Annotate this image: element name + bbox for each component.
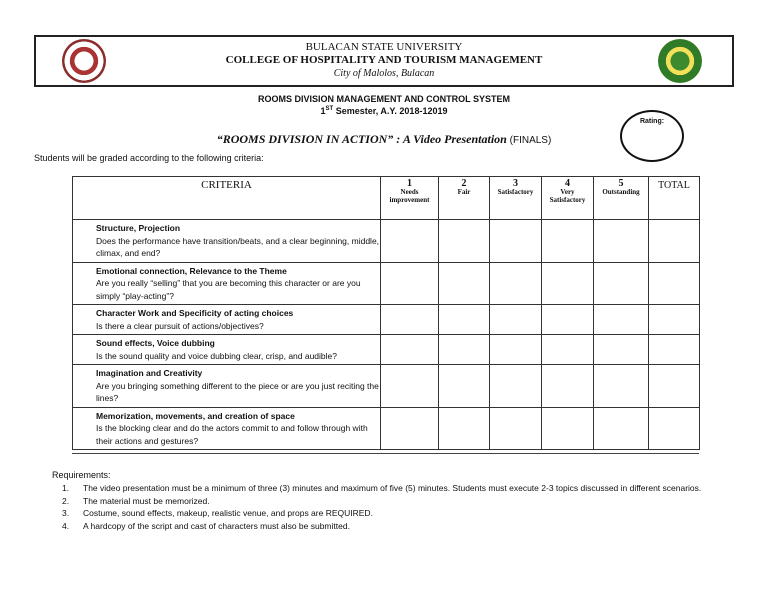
list-number: 2. bbox=[62, 495, 70, 506]
criterion-description: Are you bringing something different to the piece or are you just reciting the lines? bbox=[96, 380, 379, 403]
list-item bbox=[62, 520, 722, 533]
score-cell[interactable] bbox=[490, 335, 542, 365]
criterion-description: Are you really “selling” that you are becoming this character or are you simply “play-acting”? bbox=[96, 278, 361, 301]
score-cell[interactable] bbox=[594, 220, 649, 263]
criteria-header: CRITERIA bbox=[73, 177, 381, 220]
scale-label: Outstanding bbox=[602, 188, 640, 196]
scale-number: 2 bbox=[461, 178, 467, 189]
scale-header-3 bbox=[490, 177, 542, 220]
criterion-title: Memorization, movements, and creation of space bbox=[96, 410, 295, 421]
criterion-title: Imagination and Creativity bbox=[96, 368, 203, 378]
criterion-cell bbox=[73, 365, 381, 408]
letterhead bbox=[34, 35, 734, 87]
score-cell[interactable] bbox=[542, 335, 594, 365]
divider-line bbox=[72, 453, 699, 454]
total-header: TOTAL bbox=[649, 177, 700, 220]
criterion-cell bbox=[73, 407, 381, 450]
total-cell[interactable] bbox=[649, 305, 700, 335]
table-row bbox=[73, 407, 700, 450]
score-cell[interactable] bbox=[594, 365, 649, 408]
score-cell[interactable] bbox=[439, 220, 490, 263]
score-cell[interactable] bbox=[490, 365, 542, 408]
criterion-description: Does the performance have transition/beats, and a clear beginning, middle, climax, and end? bbox=[96, 235, 380, 258]
city-name: City of Malolos, Bulacan bbox=[333, 68, 435, 79]
total-cell[interactable] bbox=[649, 407, 700, 450]
criterion-description: Is the blocking clear and do the actors commit to and follow through with their actions and gestures? bbox=[96, 423, 368, 446]
score-cell[interactable] bbox=[490, 220, 542, 263]
criterion-description: Is there a clear pursuit of actions/objectives? bbox=[96, 320, 264, 331]
table-row bbox=[73, 335, 700, 365]
total-cell[interactable] bbox=[649, 365, 700, 408]
score-cell[interactable] bbox=[381, 335, 439, 365]
score-cell[interactable] bbox=[542, 407, 594, 450]
total-cell[interactable] bbox=[649, 335, 700, 365]
semester-text: Semester, A.Y. 2018-12019 bbox=[333, 106, 448, 116]
list-text: The video presentation must be a minimum of three (3) minutes and maximum of five (5) minutes. Students must execute 2-3 topics discussed in different scenarios. bbox=[83, 483, 702, 493]
activity-title-text: “ROOMS DIVISION IN ACTION” : A Video Presentation bbox=[216, 132, 507, 146]
college-name: COLLEGE OF HOSPITALITY AND TOURISM MANAGEMENT bbox=[225, 54, 543, 66]
intro-text: Students will be graded according to the following criteria: bbox=[34, 153, 264, 163]
rating-label: Rating: bbox=[639, 118, 665, 125]
score-cell[interactable] bbox=[381, 220, 439, 263]
score-cell[interactable] bbox=[490, 305, 542, 335]
table-row bbox=[73, 220, 700, 263]
criterion-title: Structure, Projection bbox=[96, 223, 181, 233]
table-header-row bbox=[73, 177, 700, 220]
score-cell[interactable] bbox=[490, 262, 542, 305]
scale-header-2 bbox=[439, 177, 490, 220]
scale-number: 1 bbox=[407, 178, 412, 189]
total-cell[interactable] bbox=[649, 262, 700, 305]
scale-label: Needs improvement bbox=[389, 188, 430, 204]
score-cell[interactable] bbox=[542, 262, 594, 305]
list-number: 1. bbox=[62, 483, 70, 493]
list-item bbox=[62, 507, 722, 520]
list-item bbox=[62, 495, 722, 508]
list-text: Costume, sound effects, makeup, realistic venue, and props are REQUIRED. bbox=[83, 508, 373, 518]
list-number: 4. bbox=[62, 520, 70, 531]
score-cell[interactable] bbox=[439, 335, 490, 365]
university-name: BULACAN STATE UNIVERSITY bbox=[305, 41, 463, 53]
score-cell[interactable] bbox=[381, 262, 439, 305]
criterion-title: Character Work and Specificity of acting choices bbox=[96, 308, 294, 318]
criterion-title: Emotional connection, Relevance to the Theme bbox=[96, 265, 287, 276]
score-cell[interactable] bbox=[439, 305, 490, 335]
list-text: The material must be memorized. bbox=[83, 495, 210, 506]
scale-number: 3 bbox=[513, 178, 518, 189]
criterion-description: Is the sound quality and voice dubbing clear, crisp, and audible? bbox=[96, 350, 337, 361]
criterion-cell bbox=[73, 262, 381, 305]
scale-number: 4 bbox=[565, 178, 570, 189]
scale-header-1 bbox=[381, 177, 439, 220]
score-cell[interactable] bbox=[381, 365, 439, 408]
table-row bbox=[73, 305, 700, 335]
activity-suffix: (FINALS) bbox=[506, 135, 552, 146]
score-cell[interactable] bbox=[594, 407, 649, 450]
score-cell[interactable] bbox=[381, 305, 439, 335]
score-cell[interactable] bbox=[594, 305, 649, 335]
score-cell[interactable] bbox=[439, 262, 490, 305]
list-number: 3. bbox=[62, 508, 70, 518]
criterion-cell bbox=[73, 305, 381, 335]
requirements-list bbox=[62, 482, 722, 532]
list-item bbox=[62, 482, 722, 495]
scale-label: Fair bbox=[457, 188, 471, 196]
scale-label: Satisfactory bbox=[497, 188, 534, 196]
score-cell[interactable] bbox=[542, 365, 594, 408]
table-row bbox=[73, 365, 700, 408]
list-text: A hardcopy of the script and cast of characters must also be submitted. bbox=[83, 520, 350, 531]
criteria-table bbox=[72, 176, 700, 450]
score-cell[interactable] bbox=[439, 407, 490, 450]
requirements-heading: Requirements: bbox=[52, 470, 111, 480]
scale-number: 5 bbox=[618, 178, 624, 189]
semester-number: 1 bbox=[320, 106, 326, 116]
system-title: ROOMS DIVISION MANAGEMENT AND CONTROL SYSTEM bbox=[257, 94, 510, 104]
total-cell[interactable] bbox=[649, 220, 700, 263]
criterion-cell bbox=[73, 220, 381, 263]
criterion-title: Sound effects, Voice dubbing bbox=[96, 338, 215, 348]
score-cell[interactable] bbox=[490, 407, 542, 450]
scale-header-5 bbox=[594, 177, 649, 220]
table-row bbox=[73, 262, 700, 305]
scale-label: Very Satisfactory bbox=[549, 188, 586, 204]
criterion-cell bbox=[73, 335, 381, 365]
semester-ordinal: ST bbox=[325, 106, 334, 112]
score-cell[interactable] bbox=[542, 305, 594, 335]
score-cell[interactable] bbox=[381, 407, 439, 450]
activity-title bbox=[0, 132, 768, 147]
scale-header-4 bbox=[542, 177, 594, 220]
score-cell[interactable] bbox=[594, 262, 649, 305]
score-cell[interactable] bbox=[594, 335, 649, 365]
score-cell[interactable] bbox=[542, 220, 594, 263]
college-seal-icon bbox=[658, 39, 702, 83]
score-cell[interactable] bbox=[439, 365, 490, 408]
